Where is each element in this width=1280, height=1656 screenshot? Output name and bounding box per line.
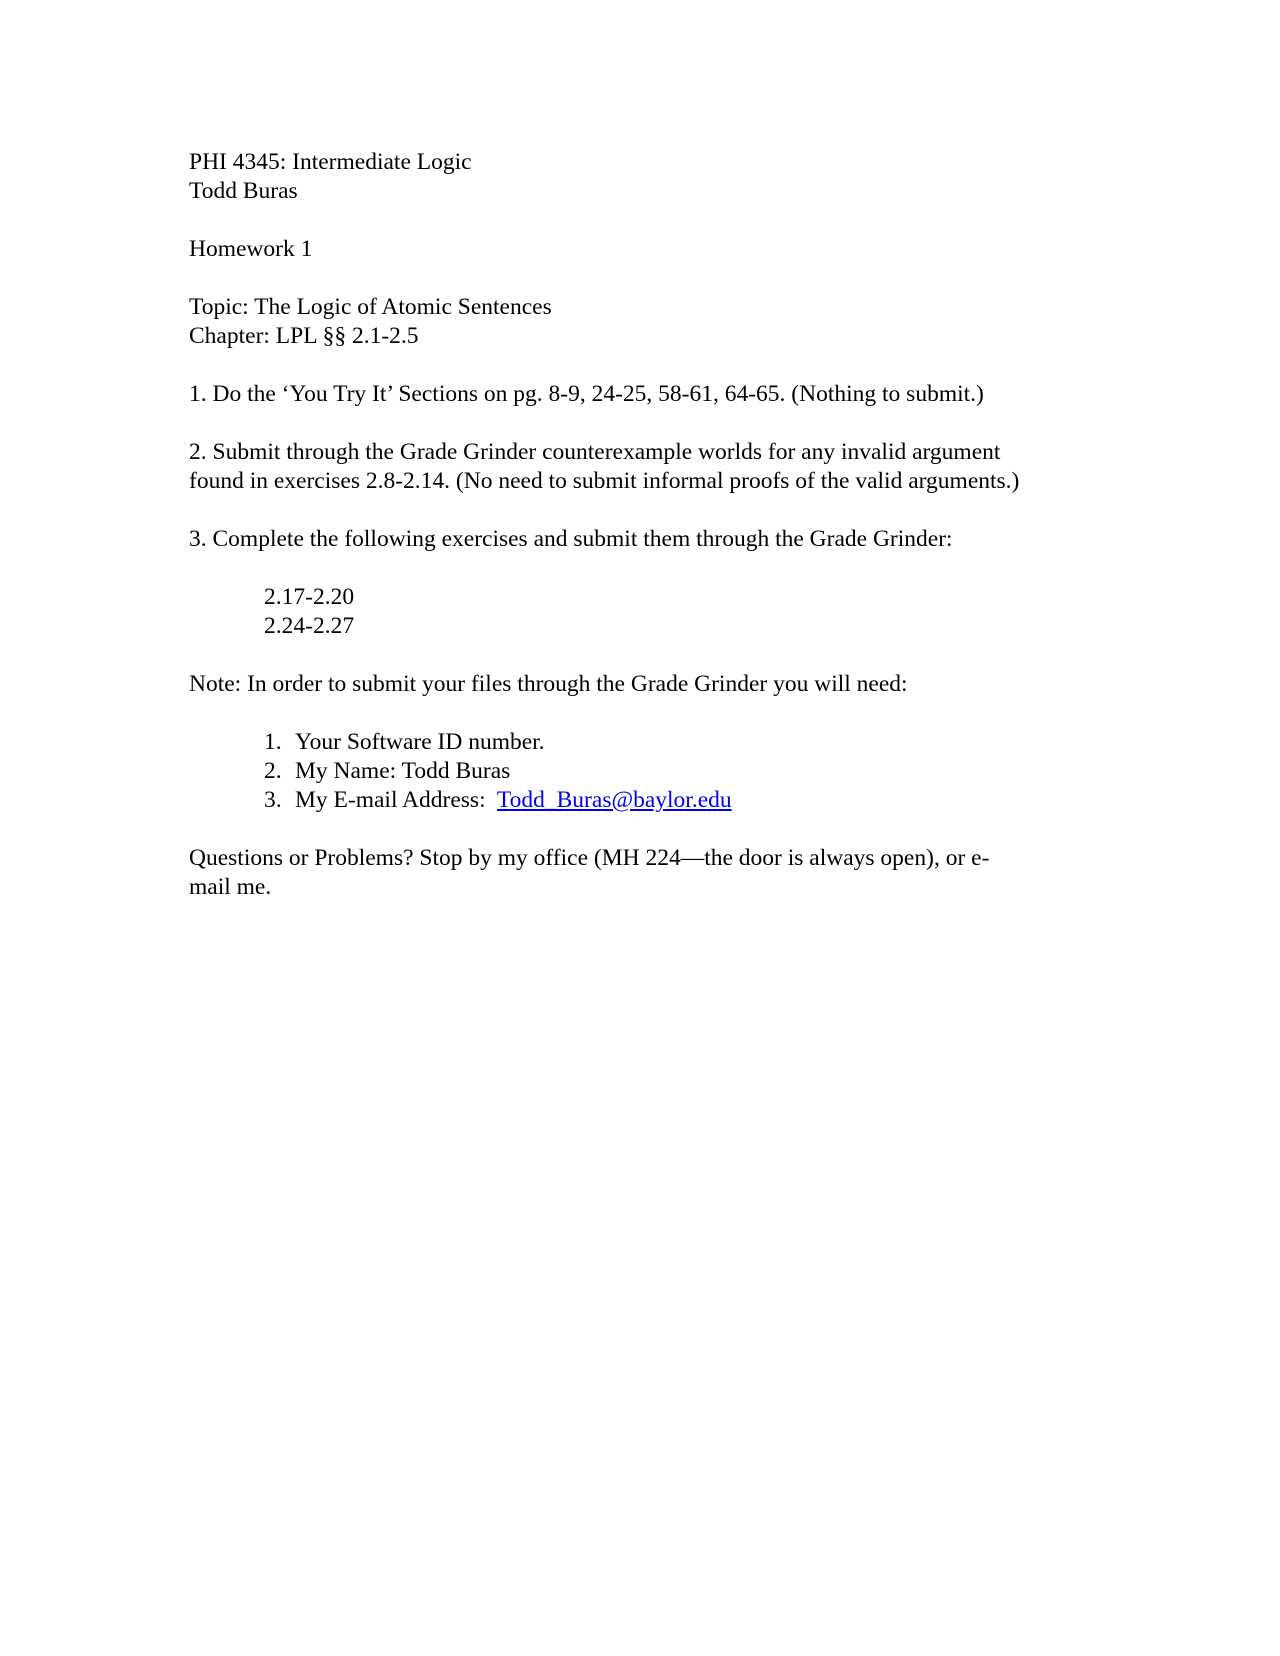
chapter-line: Chapter: LPL §§ 2.1-2.5 (189, 323, 419, 349)
list-number: 3. (264, 787, 282, 813)
task-3: 3. Complete the following exercises and submit them through the Grade Grinder: (189, 526, 953, 552)
spacer (189, 351, 1089, 380)
list-item-text: My E-mail Address: (295, 787, 497, 813)
spacer (189, 496, 1089, 525)
exercise-range-1: 2.17-2.20 (264, 584, 355, 610)
list-number: 2. (264, 758, 282, 784)
list-item (189, 728, 1089, 757)
exercise-range-2: 2.24-2.27 (264, 613, 355, 639)
spacer (189, 815, 1089, 844)
requirements-list (189, 728, 1089, 815)
email-link[interactable]: Todd_Buras@baylor.edu (496, 787, 732, 813)
list-number: 1. (264, 729, 282, 755)
list-item (189, 757, 1089, 786)
document-page (189, 148, 1089, 902)
list-item (189, 786, 1089, 815)
spacer (189, 699, 1089, 728)
task-2-line-2: found in exercises 2.8-2.14. (No need to submit informal proofs of the valid arguments.) (189, 468, 1020, 494)
homework-title: Homework 1 (189, 236, 313, 262)
closing-line-2: mail me. (189, 874, 272, 900)
spacer (189, 264, 1089, 293)
instructor-name: Todd Buras (189, 178, 298, 204)
course-title: PHI 4345: Intermediate Logic (189, 149, 472, 175)
spacer (189, 641, 1089, 670)
spacer (189, 206, 1089, 235)
list-item-text: My Name: Todd Buras (295, 758, 511, 784)
closing-line-1: Questions or Problems? Stop by my office (MH 224—the door is always open), or e- (189, 845, 990, 871)
topic-line: Topic: The Logic of Atomic Sentences (189, 294, 552, 320)
list-item-text: Your Software ID number. (295, 729, 545, 755)
spacer (189, 409, 1089, 438)
task-1: 1. Do the ‘You Try It’ Sections on pg. 8-9, 24-25, 58-61, 64-65. (Nothing to submit.) (189, 381, 984, 407)
note-line: Note: In order to submit your files through the Grade Grinder you will need: (189, 671, 908, 697)
task-2-line-1: 2. Submit through the Grade Grinder counterexample worlds for any invalid argument (189, 439, 1001, 465)
spacer (189, 554, 1089, 583)
